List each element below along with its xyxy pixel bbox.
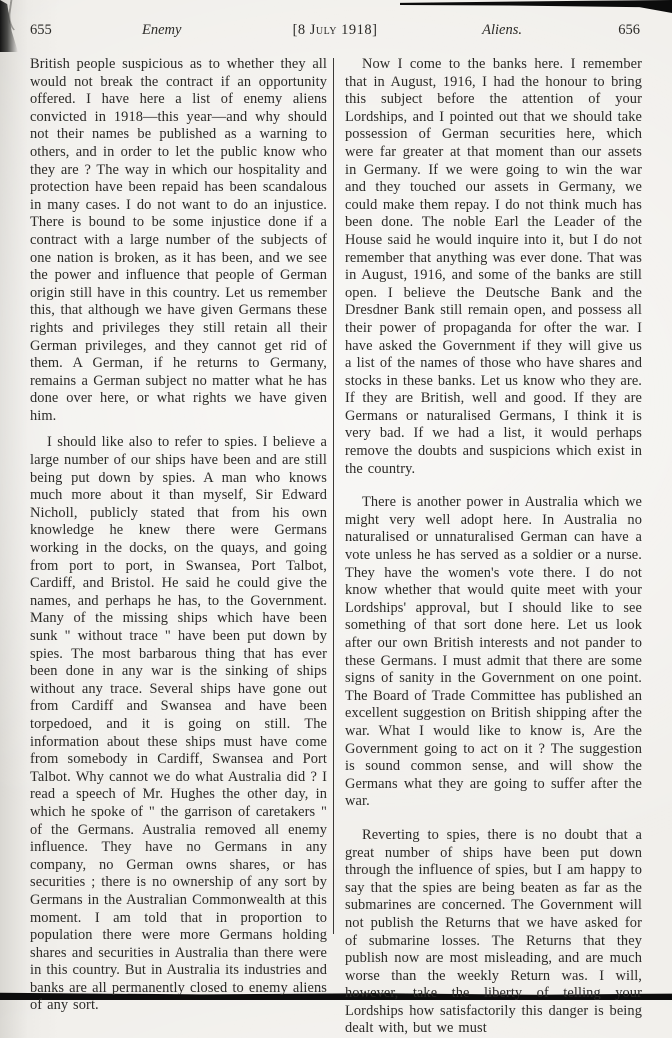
scan-artifact-top-right-band bbox=[400, 0, 672, 13]
paragraph: British people suspicious as to whether they all would not break the contract if an opportunity offered. I have here a list of enemy aliens convicted in 1918—this year—and why should not their names be published as a warning to others, and in order to let the public know who they are ? The way in which our hospitality and protection have been repaid has been scandalous in many cases. I do not want to do an injustice. There is bound to be some injustice done if a contract with a large number of the subjects of one nation is broken, as it has been, and we see the power and influence that people of German origin still have in this country. Let us remember this, that although we have given Germans these rights and privileges they still retain all their German privileges, and they cannot get rid of them. A German, if he returns to Germany, remains a German subject no matter what he has done over here, or what rights we have given him. bbox=[30, 56, 327, 424]
column-divider bbox=[333, 58, 334, 934]
page-number-right: 656 bbox=[618, 22, 640, 38]
left-column bbox=[30, 56, 327, 1015]
page-number-left: 655 bbox=[30, 22, 52, 38]
paragraph: I should like also to refer to spies. I believe a large number of our ships have been and are still being put down by spies. A man who knows much more about it than myself, Sir Edward Nicholl, publicly stated that from his own knowledge he knew there were Germans working in the docks, on the quays, and going from port to port, in Swansea, Port Talbot, Cardiff, and Bristol. He said he could give the names, and perhaps he has, to the Government. Many of the missing ships which have been sunk " without trace " have been put down by spies. The most barbarous thing that has ever been done in any war is the sinking of ships without any trace. Several ships have gone out from Cardiff and Swansea and have been torpedoed, and it is going on still. The information about these ships must have come from somebody in Cardiff, Swansea and Port Talbot. Why cannot we do what Australia did ? I read a speech of Mr. Hughes the other day, in which he spoke of " the garrison of caretakers " of the Germans. Australia removed all enemy influence. They have no Germans in any company, no German owns shares, or has securities ; there is no ownership of any sort by Germans in the Australian Commonwealth at this moment. I am told that in proportion to population there were more Germans holding shares and securities in Australia than there were in this country. But in Australia its industries and banks are all permanently closed to enemy aliens of any sort. bbox=[30, 434, 327, 1014]
running-title-left: Enemy bbox=[142, 22, 182, 38]
header-date: [8 July 1918] bbox=[292, 22, 378, 38]
running-title-right: Aliens. bbox=[482, 22, 522, 38]
paragraph: Now I come to the banks here. I remember that in August, 1916, I had the honour to bring this subject before the attention of your Lordships, and I pointed out that we should take possession of German securities here, which were far greater at that moment than our assets in Germany. If we were going to win the war and they touched our assets in Germany, we could make them repay. I do not think much has been done. The noble Earl the Leader of the House said he would inquire into it, but I do not remember that anything was ever done. That was in August, 1916, and some of the banks are still open. I believe the Deutsche Bank and the Dresdner Bank still remain open, and possess all their power of propaganda for ofter the war. I have asked the Government if they will give us a list of the names of those who have shares and stocks in these banks. Let us know who they are. If they are British, well and good. If they are Germans or naturalised Germans, I think it is very bad. If we had a list, it would perhaps remove the doubts and suspicions which exist in the country. bbox=[345, 56, 642, 477]
paragraph: There is another power in Australia which we might very well adopt here. In Australia no naturalised or unnaturalised German can have a vote unless he has served as a soldier or a nurse. They have the women's vote there. I do not know whether that would quite meet with your Lordships' approval, but I should like to see something of that sort done here. Let us look after our own British interests and not pander to these Germans. I must admit that there are some signs of sanity in the Government on one point. The Board of Trade Committee has published an excellent suggestion on British shipping after the war. What I would like to know is, Are the Government going to act on it ? The suggestion is sound common sense, and will show the Germans what they are going to suffer after the war. bbox=[345, 494, 642, 810]
paragraph: Reverting to spies, there is no doubt that a great number of ships have been put down through the influence of spies, but I am happy to say that the spies are being beaten as far as the submarines are concerned. The Government will not publish the Returns that we have asked for of submarine losses. The Returns that they publish now are most misleading, and are much worse than the weekly Return was. I will, however, take the liberty of telling your Lordships how satisfactorily this danger is being dealt with, but we must bbox=[345, 826, 642, 1037]
right-column bbox=[345, 56, 642, 1038]
page-header bbox=[30, 22, 640, 42]
